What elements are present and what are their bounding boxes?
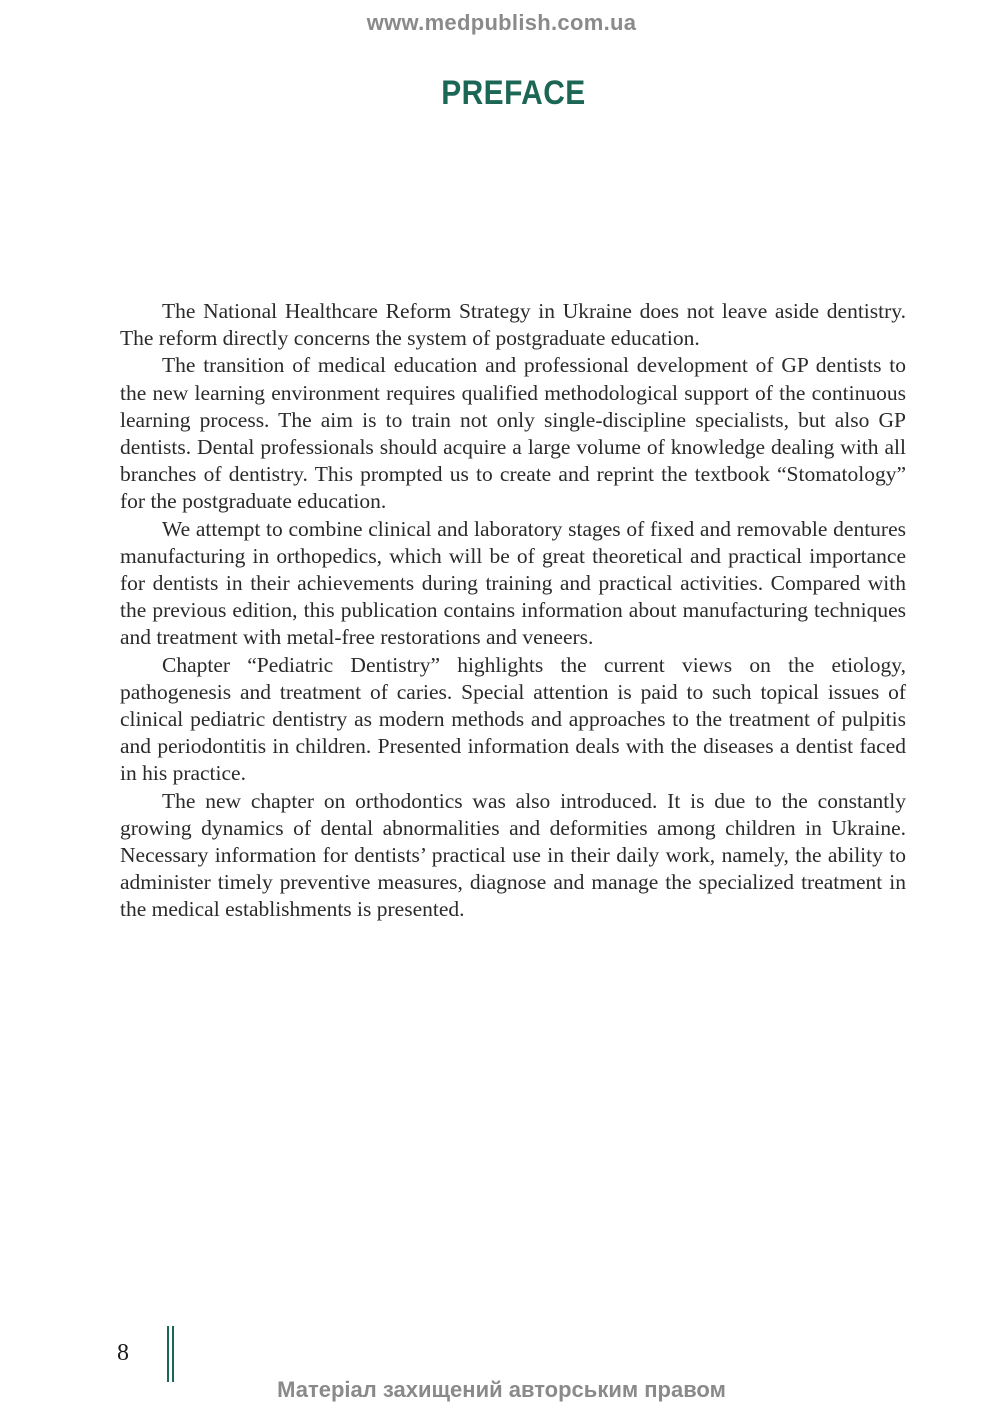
paragraph: We attempt to combine clinical and laboratory stages of fixed and removable dentures manufacturing in orthopedics, which will be of great theoretical and practical importance for dentists in their achievements during training and practical activities. Compared with the previous edition, this publication contains information about manufacturing techniques and treatment with metal-free restorations and veneers.: [120, 516, 906, 650]
paragraph: The National Healthcare Reform Strategy in Ukraine does not leave aside dentistry. The reform directly concerns the system of postgraduate education.: [120, 299, 906, 351]
divider-bar: [167, 1326, 169, 1382]
header-url: www.medpublish.com.ua: [366, 10, 637, 35]
divider-bar: [172, 1326, 174, 1382]
page-number: 8: [117, 1340, 129, 1366]
page-title: PREFACE: [441, 74, 586, 112]
paragraph: The transition of medical education and professional development of GP dentists to the new learning environment requires qualified methodological support of the continuous learning process. The aim is to train not only single-discipline specialists, but also GP dentists. Dental professionals should acquire a large volume of knowledge dealing with all branches of dentistry. This prompted us to create and reprint the textbook “Stomatology” for the postgraduate education.: [120, 353, 906, 514]
footer-copyright: Матеріал захищений авторським правом: [277, 1377, 726, 1402]
page-divider-bars: [167, 1326, 175, 1382]
paragraph: The new chapter on orthodontics was also introduced. It is due to the constantly growing dynamics of dental abnormalities and deformities among children in Ukraine. Necessary information for dentists’ practical use in their daily work, namely, the ability to administer timely preventive measures, diagnose and manage the specialized treatment in the medical establishments is presented.: [120, 788, 906, 922]
paragraph: Chapter “Pediatric Dentistry” highlights the current views on the etiology, pathogenesis and treatment of caries. Special attention is paid to such topical issues of clinical pediatric dentistry as modern methods and approaches to the treatment of pulpitis and periodontitis in children. Presented information deals with the diseases a dentist faced in his practice.: [120, 652, 906, 786]
body-text: [120, 298, 906, 924]
